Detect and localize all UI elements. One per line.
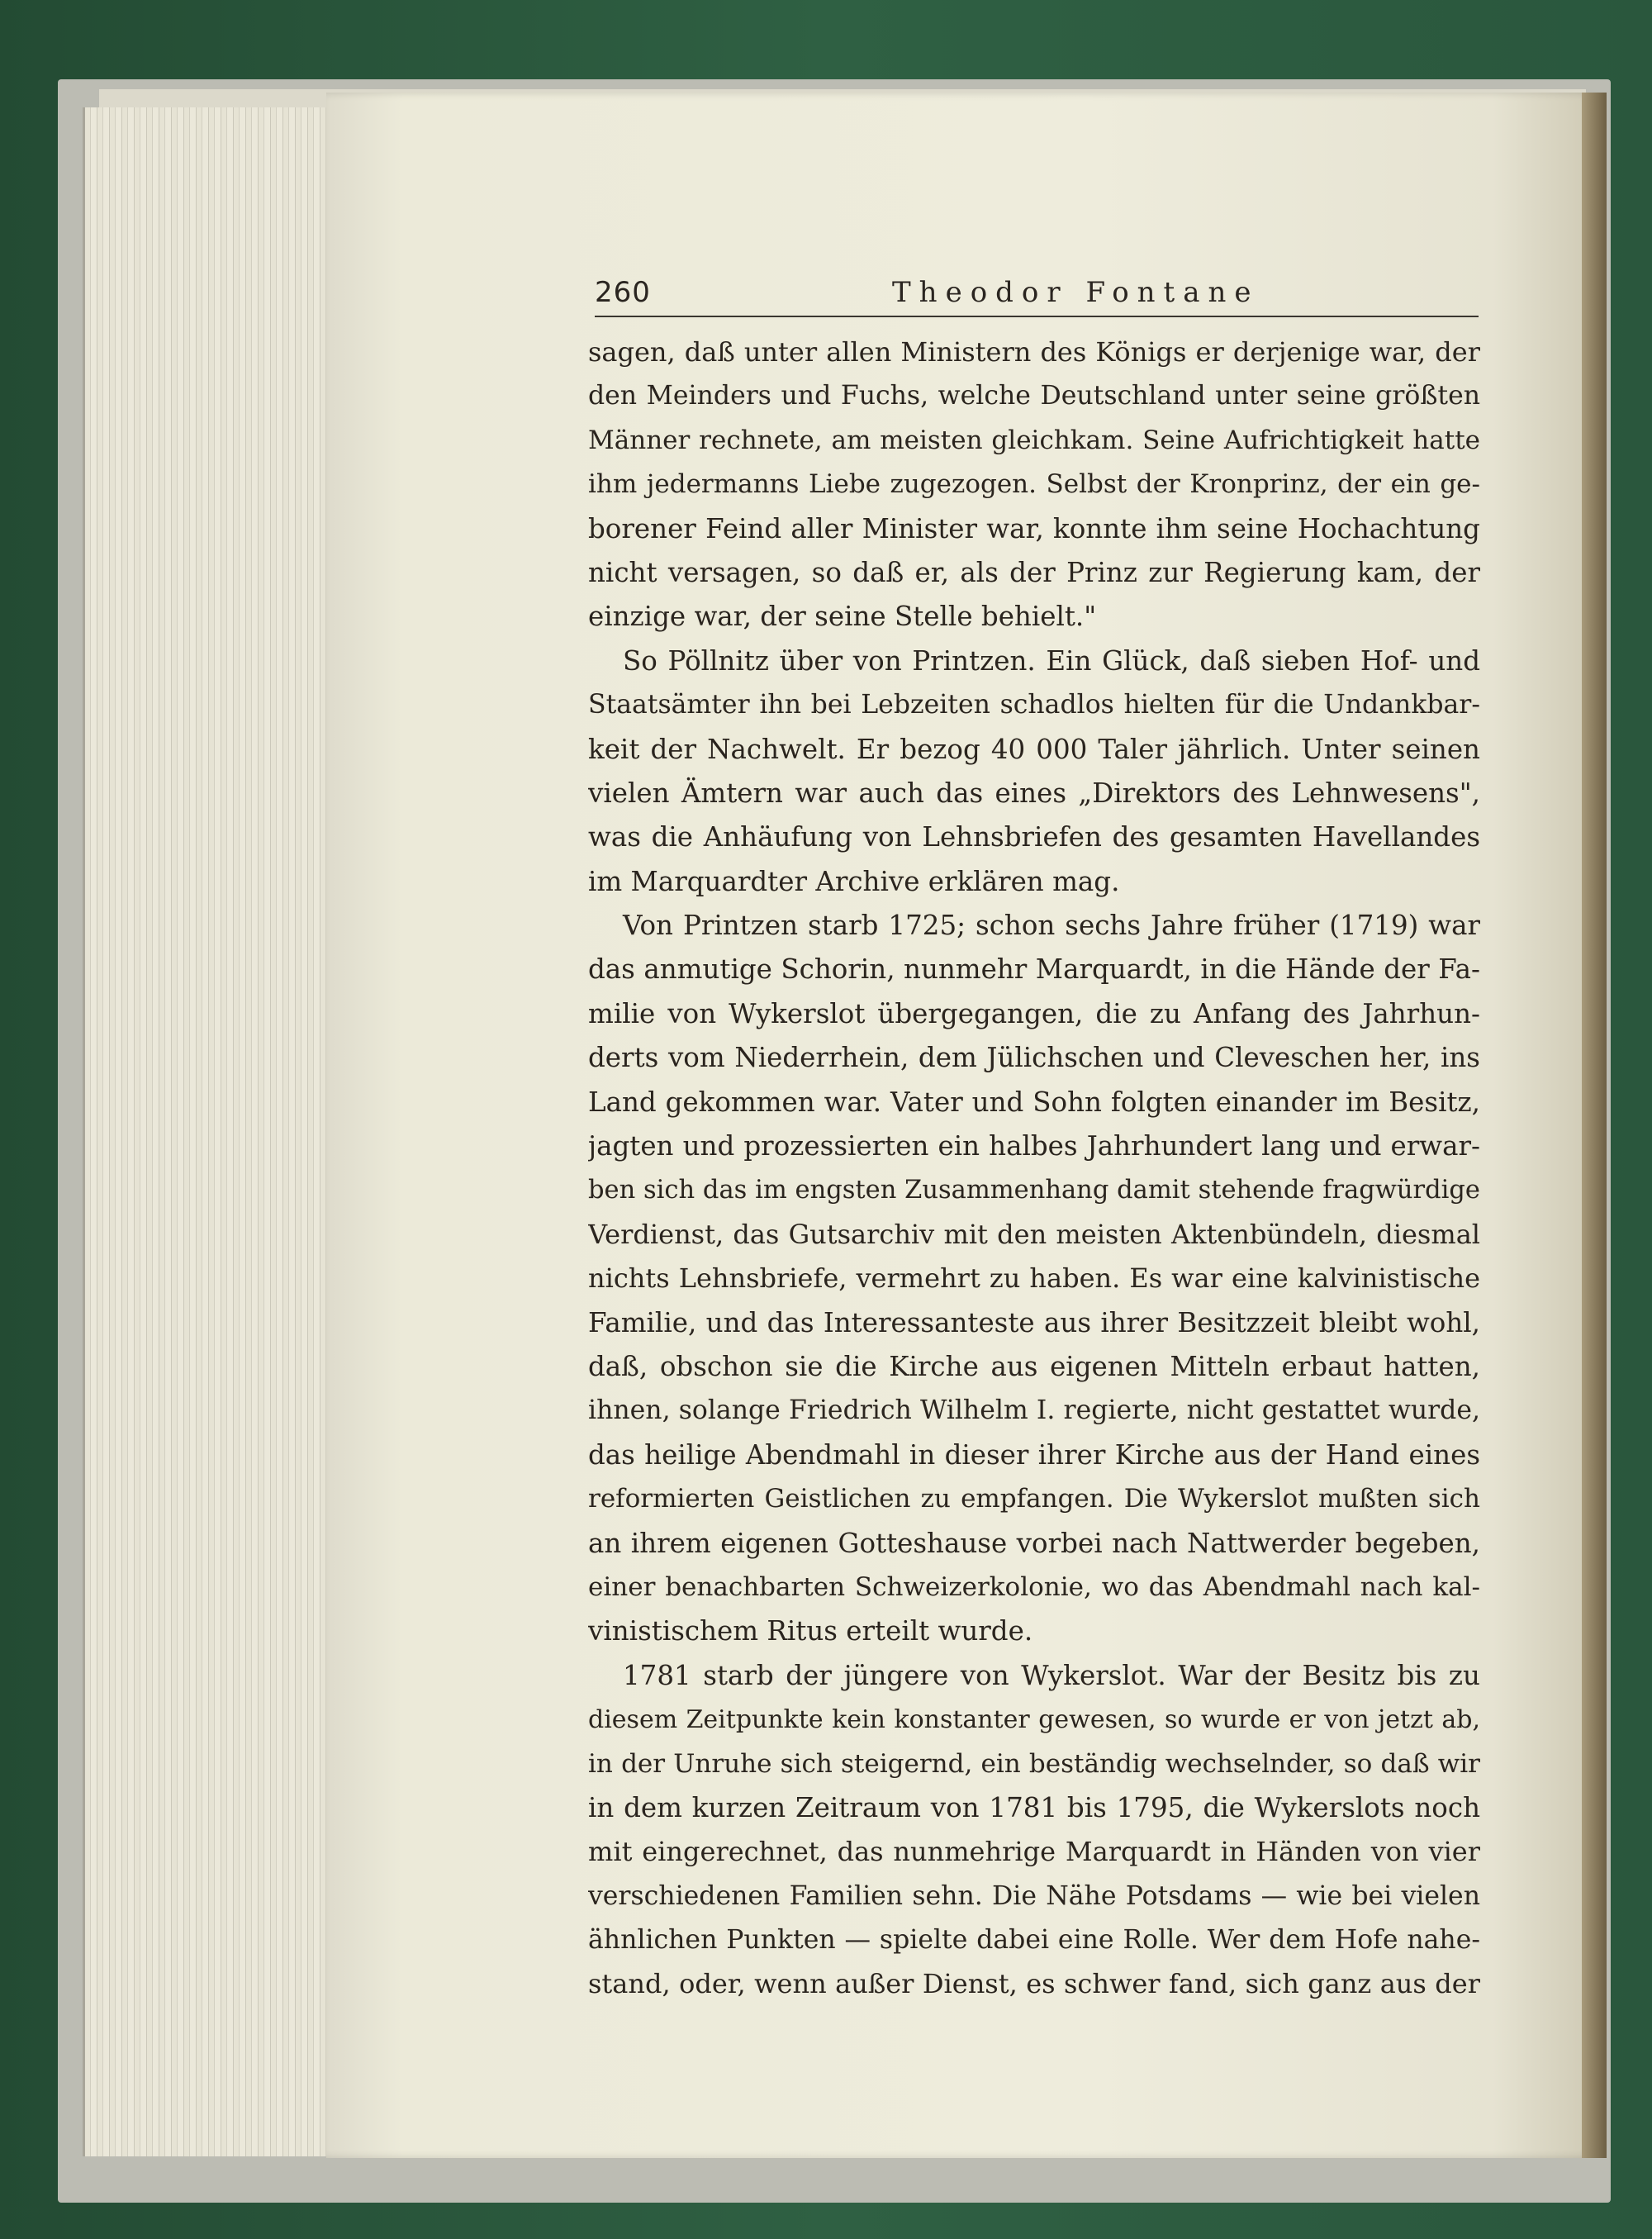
text-line: derts vom Niederrhein, dem Jülichschen und Cleveschen her, ins [588,1042,1480,1074]
text-line: den Meinders und Fuchs, welche Deutschland unter seine größten [588,381,1480,411]
text-line: in dem kurzen Zeitraum von 1781 bis 1795, die Wykerslots noch [588,1791,1480,1823]
page-edges [83,107,333,2156]
text-line: nichts Lehnsbriefe, vermehrt zu haben. Es war eine kalvinistische [588,1262,1480,1295]
text-line: ihm jedermanns Liebe zugezogen. Selbst der Kronprinz, der ein ge- [588,469,1480,500]
text-line: einer benachbarten Schweizerkolonie, wo das Abendmahl nach kal- [588,1571,1480,1602]
text-line: 1781 starb der jüngere von Wykerslot. War der Besitz bis zu [623,1659,1480,1691]
text-line: einzige war, der seine Stelle behielt." [588,601,1097,633]
text-line: verschiedenen Familien sehn. Die Nähe Potsdams — wie bei vielen [588,1880,1480,1911]
text-line: das heilige Abendmahl in dieser ihrer Kirche aus der Hand eines [588,1438,1480,1471]
text-line: an ihrem eigenen Gotteshause vorbei nach Nattwerder begeben, [588,1527,1480,1559]
text-line: das anmutige Schorin, nunmehr Marquardt, in die Hände der Fa- [588,953,1480,986]
text-line: vinistischem Ritus erteilt wurde. [588,1615,1033,1647]
text-line: reformierten Geistlichen zu empfangen. Die Wykerslot mußten sich [588,1484,1480,1514]
text-line: keit der Nachwelt. Er bezog 40 000 Taler jährlich. Unter seinen [588,733,1480,765]
text-line: sagen, daß unter allen Ministern des Königs er derjenige war, der [588,336,1480,368]
text-line: Familie, und das Interessanteste aus ihrer Besitzzeit bleibt wohl, [588,1306,1480,1338]
text-line: Männer rechnete, am meisten gleichkam. Seine Aufrichtigkeit hatte [588,425,1480,455]
text-line: ähnlichen Punkten — spielte dabei eine Rolle. Wer dem Hofe nahe- [588,1925,1480,1956]
text-line: Land gekommen war. Vater und Sohn folgten einander im Besitz, [588,1086,1480,1118]
text-line: borener Feind aller Minister war, konnte ihm seine Hochachtung [588,512,1480,544]
page-number: 260 [595,276,651,309]
text-line: Von Printzen starb 1725; schon sechs Jahre früher (1719) war [623,910,1480,942]
text-line: stand, oder, wenn außer Dienst, es schwer fand, sich ganz aus der [588,1968,1480,2000]
text-line: vielen Ämtern war auch das eines „Direktors des Lehnwesens", [588,777,1480,809]
text-line: diesem Zeitpunkte kein konstanter gewesen, so wurde er von jetzt ab, [588,1705,1480,1735]
body-text [588,330,1480,2007]
text-line: mit eingerechnet, das nunmehrige Marquardt in Händen von vier [588,1836,1480,1868]
running-head: Theodor Fontane [892,276,1260,309]
text-line: im Marquardter Archive erklären mag. [588,865,1120,897]
text-line: jagten und prozessierten ein halbes Jahrhundert lang und erwar- [588,1130,1480,1162]
page-header [595,266,1479,317]
text-line: Verdienst, das Gutsarchiv mit den meisten Aktenbündeln, diesmal [588,1218,1480,1250]
text-line: ihnen, solange Friedrich Wilhelm I. regierte, nicht gestattet wurde, [588,1395,1480,1426]
text-line: nicht versagen, so daß er, als der Prinz zur Regierung kam, der [588,556,1480,588]
text-line: in der Unruhe sich steigernd, ein beständig wechselnder, so daß wir [588,1748,1480,1779]
book-gutter [1582,93,1607,2158]
text-line: daß, obschon sie die Kirche aus eigenen Mitteln erbaut hatten, [588,1350,1480,1382]
text-line: ben sich das im engsten Zusammenhang damit stehende fragwürdige [588,1176,1480,1205]
text-line: Staatsämter ihn bei Lebzeiten schadlos hielten für die Undankbar- [588,690,1480,720]
text-line: milie von Wykerslot übergegangen, die zu Anfang des Jahrhun- [588,997,1480,1029]
text-line: So Pöllnitz über von Printzen. Ein Glück, daß sieben Hof- und [623,644,1480,677]
text-line: was die Anhäufung von Lehnsbriefen des gesamten Havellandes [588,821,1480,853]
